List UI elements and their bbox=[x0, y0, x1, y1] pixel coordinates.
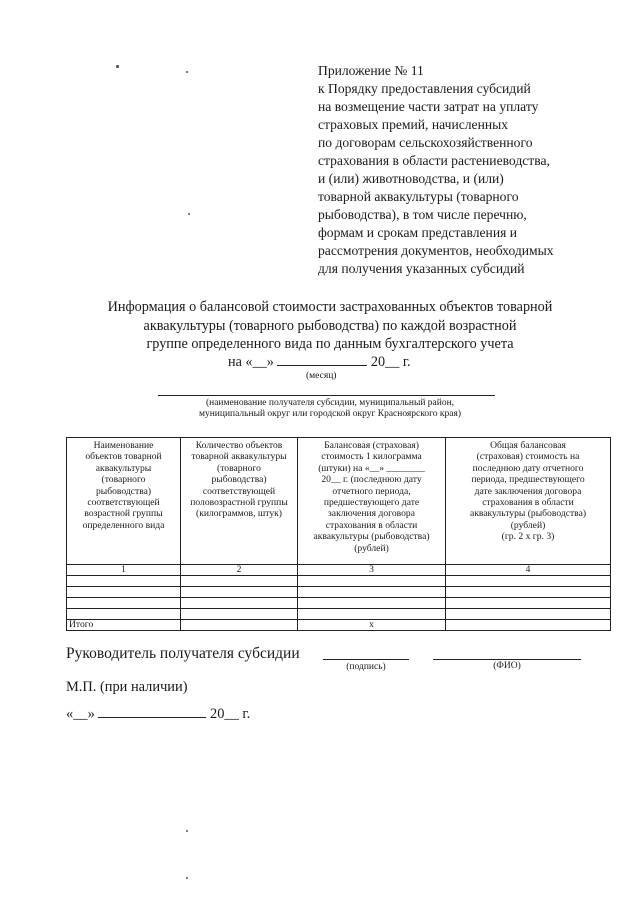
sign-caption: (подпись) bbox=[346, 662, 386, 672]
appendix-line: Приложение № 11 bbox=[318, 63, 424, 78]
table-cell[interactable] bbox=[181, 598, 298, 609]
appendix-line: страхования в области растениеводства, bbox=[318, 153, 550, 168]
signature-month-blank[interactable] bbox=[98, 705, 206, 718]
table-row bbox=[67, 598, 611, 609]
scan-speck bbox=[186, 877, 188, 879]
table-cell[interactable] bbox=[67, 609, 181, 620]
appendix-line: по договорам сельскохозяйственного bbox=[318, 135, 533, 150]
table-header-row bbox=[67, 438, 611, 565]
info-table bbox=[66, 437, 611, 631]
head-label: Руководитель получателя субсидии bbox=[66, 645, 300, 662]
appendix-line: рассмотрения документов, необходимых bbox=[318, 243, 554, 258]
table-cell[interactable] bbox=[181, 609, 298, 620]
table-row bbox=[67, 609, 611, 620]
appendix-line: рыбоводства), в том числе перечню, bbox=[318, 207, 527, 222]
title-line: группе определенного вида по данным бухгалтерского учета bbox=[146, 336, 514, 352]
header-cell: Общая балансовая (страховая) стоимость на последнюю дату отчетного периода, предшествующего дате заключения договора страхования в области аквакультуры (рыбоводства) (рублей) (гр. 2 x гр. 3) bbox=[446, 438, 611, 565]
month-blank bbox=[277, 353, 367, 366]
title-date-year: 20__ г. bbox=[370, 354, 411, 370]
table-cell[interactable] bbox=[298, 609, 446, 620]
signature-date-prefix: «__» bbox=[66, 706, 95, 722]
table-cell[interactable] bbox=[446, 598, 611, 609]
column-number: 4 bbox=[446, 565, 611, 576]
table-cell[interactable] bbox=[446, 576, 611, 587]
column-number: 1 bbox=[67, 565, 181, 576]
fio-line[interactable] bbox=[433, 659, 581, 660]
table-cell[interactable] bbox=[298, 587, 446, 598]
recipient-caption-line: муниципальный округ или городской округ Красноярского края) bbox=[198, 409, 462, 419]
signature-date-year: 20__ г. bbox=[210, 706, 251, 722]
table-cell[interactable] bbox=[181, 576, 298, 587]
appendix-block bbox=[318, 62, 618, 278]
table-cell[interactable] bbox=[67, 598, 181, 609]
title-line: Информация о балансовой стоимости застрахованных объектов товарной bbox=[107, 299, 553, 315]
fio-caption: (ФИО) bbox=[493, 661, 521, 671]
document-title bbox=[60, 298, 600, 354]
month-caption: (месяц) bbox=[306, 371, 337, 381]
header-cell: Балансовая (страховая) стоимость 1 килограмма (штуки) на «__» ________ 20__ г. (последнюю дату отчетного периода, предшествующего дате заключения договора страхования в области аквакультуры (рыбоводства) (рублей) bbox=[298, 438, 446, 565]
title-line: аквакультуры (товарного рыбоводства) по каждой возрастной bbox=[143, 317, 517, 334]
table-row bbox=[67, 587, 611, 598]
appendix-line: к Порядку предоставления субсидий bbox=[318, 81, 531, 96]
scan-speck bbox=[116, 65, 119, 68]
table-row bbox=[67, 576, 611, 587]
title-date-prefix: на «__» bbox=[228, 354, 274, 370]
total-cell[interactable] bbox=[181, 620, 298, 631]
appendix-line: и (или) животноводства, и (или) bbox=[318, 171, 504, 186]
table-cell[interactable] bbox=[446, 587, 611, 598]
scan-speck bbox=[188, 213, 190, 215]
table-cell[interactable] bbox=[298, 598, 446, 609]
recipient-name-line bbox=[158, 395, 495, 396]
stamp-label: М.П. (при наличии) bbox=[66, 679, 188, 695]
signature-line[interactable] bbox=[323, 659, 409, 660]
scan-speck bbox=[186, 71, 188, 73]
table-cell[interactable] bbox=[446, 609, 611, 620]
signature-date-line bbox=[66, 705, 250, 723]
appendix-line: для получения указанных субсидий bbox=[318, 261, 525, 276]
total-col3-mark: x bbox=[298, 620, 446, 631]
appendix-line: товарной аквакультуры (товарного bbox=[318, 189, 519, 204]
recipient-caption bbox=[150, 398, 510, 420]
total-label: Итого bbox=[67, 620, 181, 631]
column-number: 2 bbox=[181, 565, 298, 576]
title-date-line bbox=[228, 353, 411, 371]
appendix-line: на возмещение части затрат на уплату bbox=[318, 99, 539, 114]
recipient-caption-line: (наименование получателя субсидии, муниципальный район, bbox=[205, 398, 455, 408]
table-cell[interactable] bbox=[181, 587, 298, 598]
appendix-line: формам и срокам представления и bbox=[318, 225, 518, 240]
column-number-row bbox=[67, 565, 611, 576]
total-cell[interactable] bbox=[446, 620, 611, 631]
appendix-line: страховых премий, начисленных bbox=[318, 117, 509, 132]
total-row bbox=[67, 620, 611, 631]
table-cell[interactable] bbox=[67, 587, 181, 598]
header-cell: Наименование объектов товарной аквакультуры (товарного рыбоводства) соответствующей возрастной группы определенного вида bbox=[67, 438, 181, 565]
table-cell[interactable] bbox=[67, 576, 181, 587]
header-cell: Количество объектов товарной аквакультуры (товарного рыбоводства) соответствующей половозрастной группы (килограммов, штук) bbox=[181, 438, 298, 565]
column-number: 3 bbox=[298, 565, 446, 576]
table-cell[interactable] bbox=[298, 576, 446, 587]
scan-speck bbox=[186, 830, 188, 832]
